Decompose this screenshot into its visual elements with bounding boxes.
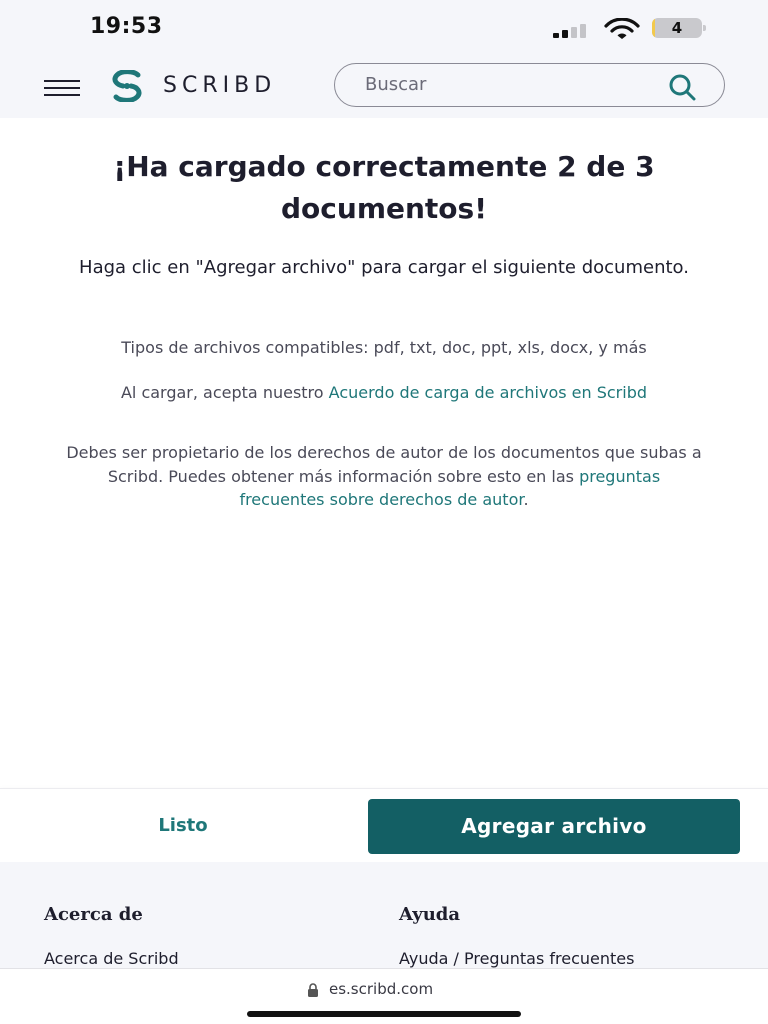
url-text[interactable]: es.scribd.com	[329, 980, 434, 998]
status-time: 19:53	[90, 14, 163, 39]
footer-heading-help: Ayuda	[399, 904, 461, 925]
upload-agreement-link[interactable]: Acuerdo de carga de archivos en Scribd	[328, 383, 648, 402]
scribd-logo-icon[interactable]	[108, 70, 146, 102]
hamburger-menu-icon[interactable]	[44, 76, 80, 100]
lock-icon	[307, 983, 319, 997]
add-file-button[interactable]: Agregar archivo	[368, 799, 740, 854]
cellular-signal-icon	[553, 24, 593, 38]
page-title: ¡Ha cargado correctamente 2 de 3 documentos!	[113, 150, 655, 225]
scribd-logo-text[interactable]: SCRIBD	[163, 73, 277, 98]
supported-file-types: Tipos de archivos compatibles: pdf, txt, doc, ppt, xls, docx, y más	[121, 338, 647, 357]
copyright-suffix: .	[523, 490, 529, 509]
action-bar	[0, 788, 768, 862]
site-footer	[0, 862, 768, 968]
battery-level: 4	[671, 19, 683, 37]
agreement-prefix: Al cargar, acepta nuestro	[120, 383, 324, 402]
footer-link-about-scribd[interactable]: Acerca de Scribd	[44, 949, 179, 968]
search-input[interactable]	[365, 64, 665, 105]
home-indicator[interactable]	[247, 1011, 521, 1017]
wifi-icon	[604, 18, 640, 40]
search-icon[interactable]	[668, 73, 696, 101]
copyright-notice	[64, 441, 704, 512]
footer-link-help-faq[interactable]: Ayuda / Preguntas frecuentes	[399, 949, 635, 968]
site-header	[0, 58, 768, 118]
upload-instruction: Haga clic en "Agregar archivo" para cargar el siguiente documento.	[79, 257, 689, 278]
search-bar[interactable]	[334, 63, 725, 107]
copyright-faq-link[interactable]: preguntas frecuentes sobre derechos de autor	[239, 466, 661, 509]
copyright-text: Debes ser propietario de los derechos de autor de los documentos que subas a Scribd. Puedes obtener más información sobre esto en las	[66, 443, 702, 486]
status-bar	[0, 0, 768, 58]
upload-agreement-text	[64, 381, 704, 404]
browser-address-bar[interactable]	[0, 968, 768, 1024]
upload-status-panel	[0, 118, 768, 788]
battery-icon	[652, 18, 706, 40]
done-button[interactable]: Listo	[0, 799, 366, 853]
footer-heading-about: Acerca de	[44, 904, 143, 925]
